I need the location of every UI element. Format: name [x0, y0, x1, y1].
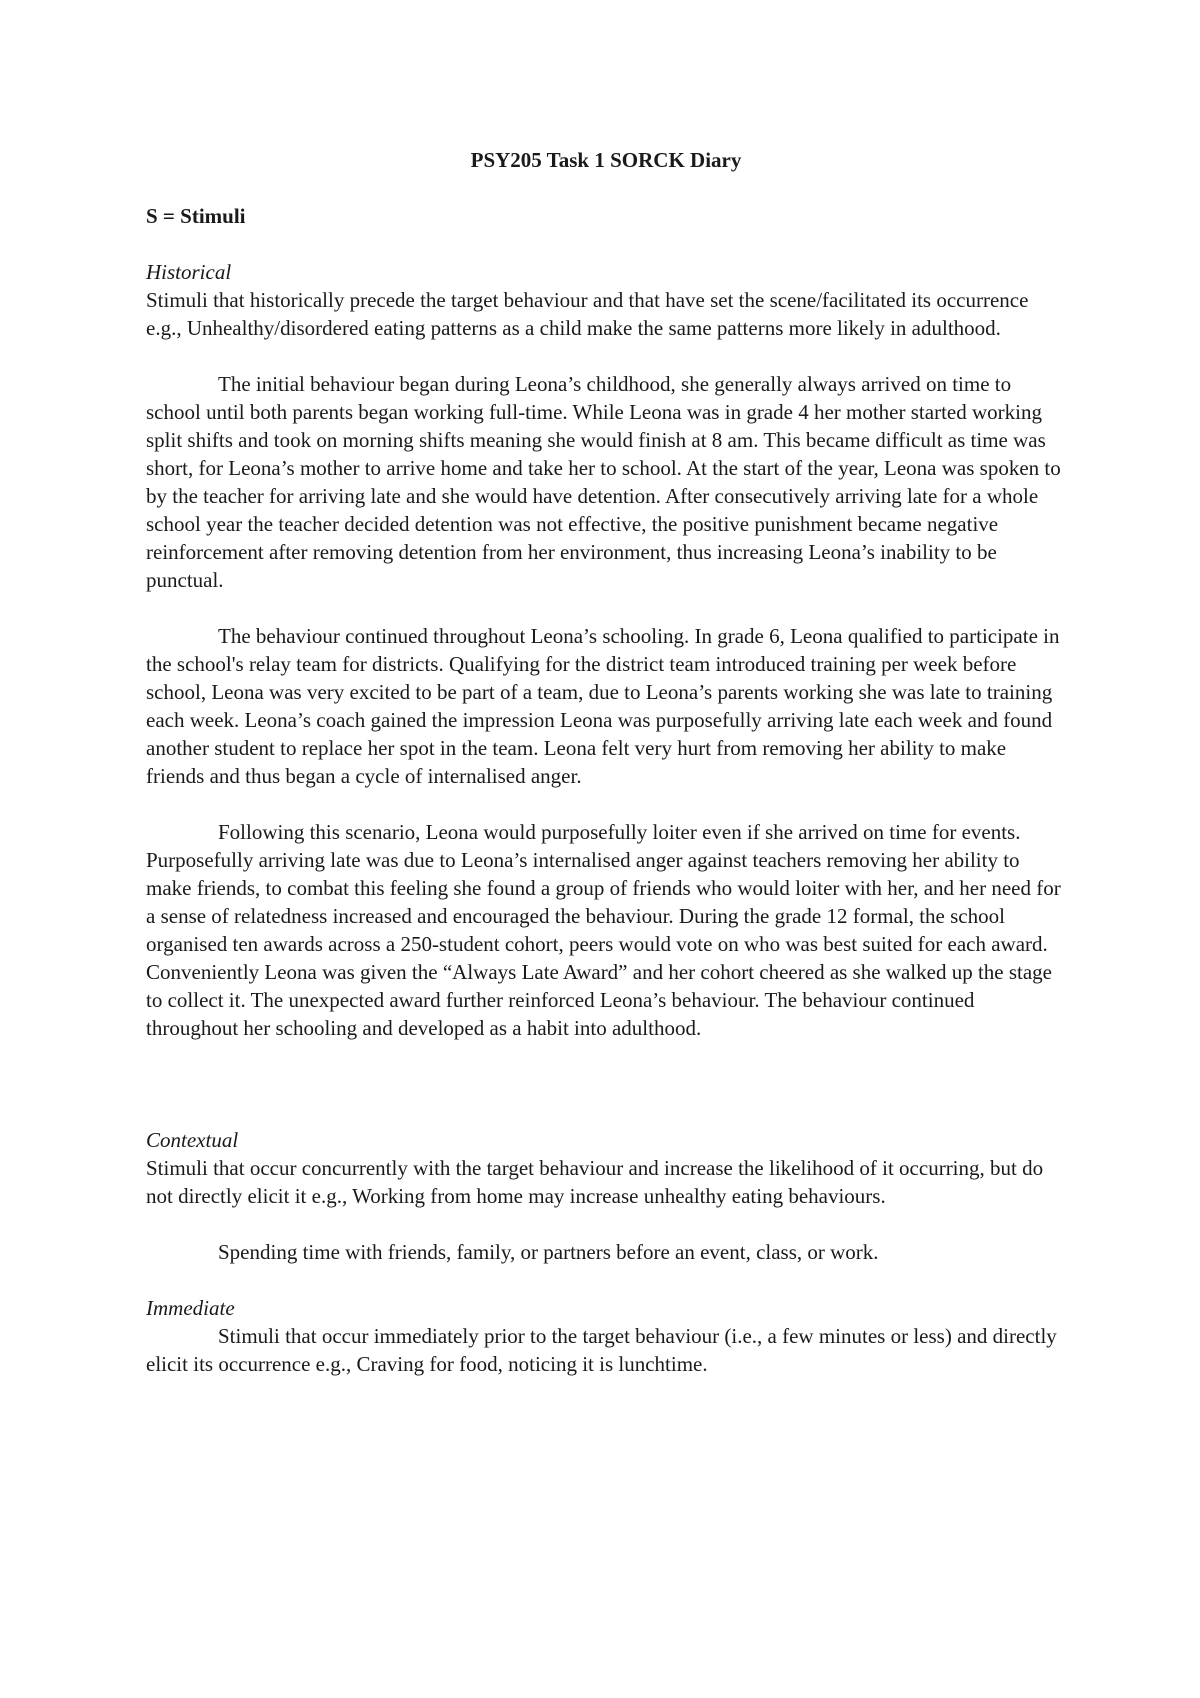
historical-paragraph-2: The behaviour continued throughout Leona’s schooling. In grade 6, Leona qualified to participate in the school's relay team for districts. Qualifying for the district team introduced training per week before school, Leona was very excited to be part of a team, due to Leona’s parents working she was late to training each week. Leona’s coach gained the impression Leona was purposefully arriving late each week and found another student to replace her spot in the team. Leona felt very hurt from removing her ability to make friends and thus began a cycle of internalised anger.	[146, 624, 1060, 788]
historical-definition: Stimuli that historically precede the target behaviour and that have set the scene/facilitated its occurrence e.g., Unhealthy/disordered eating patterns as a child make the same patterns more likely in adulthood.	[146, 288, 1029, 340]
document-title: PSY205 Task 1 SORCK Diary	[470, 148, 742, 172]
spacer	[146, 594, 1066, 622]
spacer	[146, 1042, 1066, 1126]
contextual-definition: Stimuli that occur concurrently with the target behaviour and increase the likelihood of it occurring, but do not directly elicit it e.g., Working from home may increase unhealthy eating behaviours.	[146, 1156, 1044, 1208]
spacer	[146, 230, 1066, 258]
immediate-definition: Stimuli that occur immediately prior to the target behaviour (i.e., a few minutes or less) and directly elicit its occurrence e.g., Craving for food, noticing it is lunchtime.	[146, 1324, 1057, 1376]
spacer	[146, 174, 1066, 202]
contextual-paragraph: Spending time with friends, family, or partners before an event, class, or work.	[218, 1240, 879, 1264]
spacer	[146, 790, 1066, 818]
subheading-contextual: Contextual	[146, 1128, 239, 1152]
historical-paragraph-3: Following this scenario, Leona would purposefully loiter even if she arrived on time for events. Purposefully arriving late was due to Leona’s internalised anger against teachers removing her ability to make friends, to combat this feeling she found a group of friends who would loiter with her, and her need for a sense of relatedness increased and encouraged the behaviour. During the grade 12 formal, the school organised ten awards across a 250-student cohort, peers would vote on who was best suited for each award. Conveniently Leona was given the “Always Late Award” and her cohort cheered as she walked up the stage to collect it. The unexpected award further reinforced Leona’s behaviour. The behaviour continued throughout her schooling and developed as a habit into adulthood.	[146, 820, 1061, 1040]
spacer	[146, 1266, 1066, 1294]
section-heading-stimuli: S = Stimuli	[146, 204, 246, 228]
spacer	[146, 1210, 1066, 1238]
subheading-historical: Historical	[146, 260, 232, 284]
document-body	[146, 146, 1066, 1378]
historical-paragraph-1: The initial behaviour began during Leona’s childhood, she generally always arrived on time to school until both parents began working full-time. While Leona was in grade 4 her mother started working split shifts and took on morning shifts meaning she would finish at 8 am. This became difficult as time was short, for Leona’s mother to arrive home and take her to school. At the start of the year, Leona was spoken to by the teacher for arriving late and she would have detention. After consecutively arriving late for a whole school year the teacher decided detention was not effective, the positive punishment became negative reinforcement after removing detention from her environment, thus increasing Leona’s inability to be punctual.	[146, 372, 1061, 592]
subheading-immediate: Immediate	[146, 1296, 235, 1320]
spacer	[146, 342, 1066, 370]
